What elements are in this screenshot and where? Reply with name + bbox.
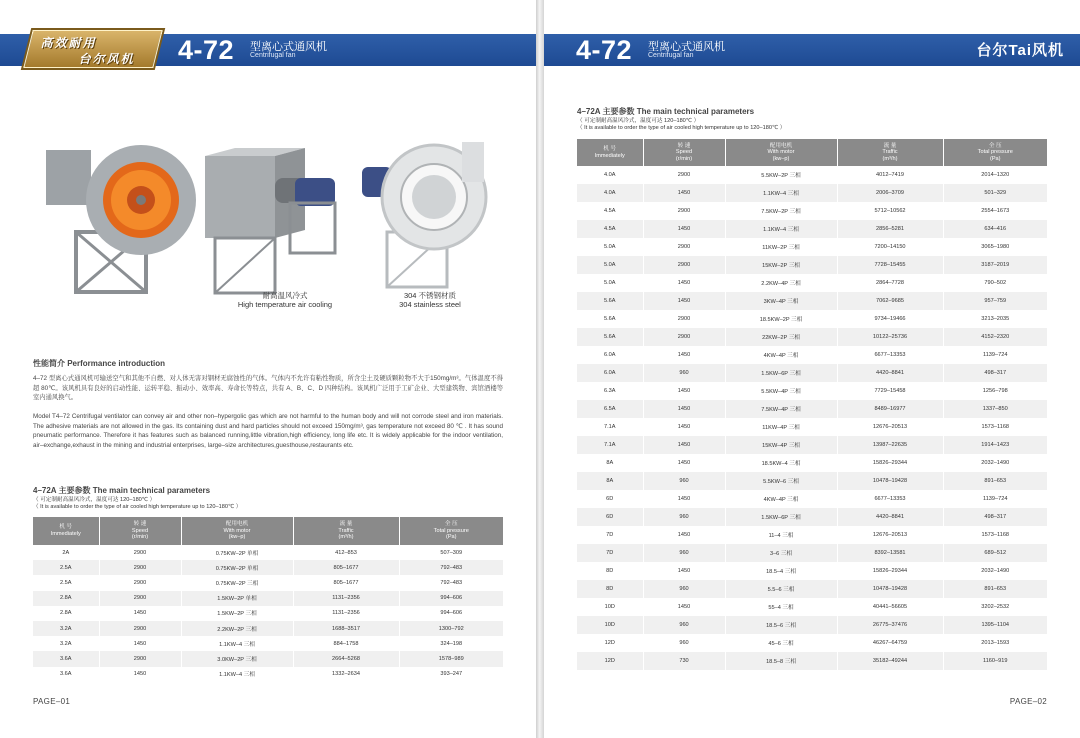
table-cell: 960: [643, 544, 725, 562]
table-cell: 1.5KW–2P 三相: [181, 606, 293, 621]
table-header-cell: [643, 139, 725, 166]
table-cell: 5.5–6 三相: [725, 580, 837, 598]
table-row: [33, 560, 503, 575]
table-cell: 2900: [643, 166, 725, 184]
table-row: [577, 310, 1047, 328]
table-cell: 2900: [99, 560, 181, 575]
table-cell: 15826–29344: [837, 562, 943, 580]
table-row: [577, 220, 1047, 238]
header-en: Immediately: [594, 152, 625, 159]
orange-centrifugal-fan-image: [46, 140, 196, 300]
table-cell: 1332–2634: [293, 667, 399, 682]
table-cell: 1450: [643, 184, 725, 202]
page-number-left: PAGE–01: [33, 697, 71, 706]
table-cell: 15826–29344: [837, 454, 943, 472]
table-cell: 1450: [643, 274, 725, 292]
table-cell: 792–483: [399, 560, 503, 575]
table-cell: 1.5KW–2P 单相: [181, 591, 293, 606]
table-row: [577, 580, 1047, 598]
table-cell: 7200–14150: [837, 238, 943, 256]
table-row: [33, 636, 503, 651]
table-cell: 4KW–4P 三相: [725, 490, 837, 508]
table-cell: 1395–1104: [943, 616, 1047, 634]
table-header-cell: [99, 517, 181, 545]
table-cell: 2900: [643, 202, 725, 220]
table-cell: 9734–19466: [837, 310, 943, 328]
table-row: [577, 328, 1047, 346]
table-cell: 6.3A: [577, 382, 643, 400]
table-cell: 7.1A: [577, 418, 643, 436]
table-cell: 5.6A: [577, 310, 643, 328]
table-cell: 3.2A: [33, 621, 99, 636]
header-cn: 配用电机: [769, 142, 793, 149]
table-cell: 2856–5281: [837, 220, 943, 238]
table-cell: 1300–792: [399, 621, 503, 636]
table-cell: 3187–2019: [943, 256, 1047, 274]
book-spine: [536, 0, 544, 738]
header-cn: 全 压: [444, 521, 458, 528]
table-cell: 11KW–4P 三相: [725, 418, 837, 436]
stainless-steel-fan-image: [362, 142, 492, 292]
table-cell: 7.1A: [577, 436, 643, 454]
header-cn: 机 号: [59, 524, 73, 531]
params-title-right: 4–72A 主要参数 The main technical parameters: [577, 107, 755, 116]
table-cell: 6.5A: [577, 400, 643, 418]
table-row: [577, 490, 1047, 508]
table-cell: 4012–7419: [837, 166, 943, 184]
table-cell: 2014–1320: [943, 166, 1047, 184]
table-cell: 8D: [577, 580, 643, 598]
table-cell: 957–759: [943, 292, 1047, 310]
table-cell: 1450: [643, 490, 725, 508]
table-cell: 22KW–2P 三相: [725, 328, 837, 346]
params-note-cn-right: （ 可定制耐高温风冷式，温度可达 120–180℃ ）: [577, 118, 700, 124]
model-title-cn: 型离心式通风机: [250, 41, 327, 53]
brand-logo: 台尔Tai风机: [976, 42, 1064, 59]
table-cell: 1337–850: [943, 400, 1047, 418]
table-cell: 18.5–8 三相: [725, 652, 837, 670]
table-cell: 1573–1168: [943, 418, 1047, 436]
table-cell: 15KW–2P 三相: [725, 256, 837, 274]
table-cell: 4152–2320: [943, 328, 1047, 346]
table-cell: 805–1677: [293, 575, 399, 590]
header-unit: (m³/h): [338, 534, 354, 541]
table-cell: 1.1KW–4 三相: [725, 184, 837, 202]
table-cell: 1450: [99, 636, 181, 651]
table-cell: 18.5KW–4 三相: [725, 454, 837, 472]
table-cell: 7.5KW–2P 三相: [725, 202, 837, 220]
table-cell: 1131–2356: [293, 606, 399, 621]
table-cell: 2006–3709: [837, 184, 943, 202]
table-cell: 5.5KW–2P 三相: [725, 166, 837, 184]
table-cell: 2900: [99, 651, 181, 666]
table-cell: 7D: [577, 544, 643, 562]
table-cell: 2.8A: [33, 606, 99, 621]
params-note-cn-left: （ 可定制耐高温风冷式，温度可达 120–180℃ ）: [33, 497, 156, 503]
table-cell: 10478–19428: [837, 472, 943, 490]
table-header-cell: [399, 517, 503, 545]
table-cell: 2900: [643, 256, 725, 274]
table-row: [577, 274, 1047, 292]
table-cell: 2900: [99, 591, 181, 606]
table-row: [577, 508, 1047, 526]
table-cell: 498–317: [943, 364, 1047, 382]
table-cell: 1450: [643, 454, 725, 472]
table-cell: 5.5KW–4P 三相: [725, 382, 837, 400]
table-cell: 0.75KW–2P 单相: [181, 545, 293, 560]
table-cell: 12676–20513: [837, 418, 943, 436]
table-cell: 1578–989: [399, 651, 503, 666]
header-en: Speed: [131, 527, 149, 534]
model-number: 4-72: [178, 35, 235, 65]
table-cell: 8A: [577, 472, 643, 490]
table-cell: 1.1KW–4 三相: [725, 220, 837, 238]
params-table-right: [577, 139, 1047, 670]
table-cell: 55–4 三相: [725, 598, 837, 616]
table-cell: 1450: [643, 382, 725, 400]
table-cell: 1.5KW–6P 三相: [725, 508, 837, 526]
params-note-en-left: （ It is available to order the type of air cooled high temperature up to 120–180℃ ）: [33, 504, 242, 510]
table-cell: 10122–25736: [837, 328, 943, 346]
table-cell: 634–416: [943, 220, 1047, 238]
header-cn: 流 量: [883, 142, 897, 149]
table-cell: 6D: [577, 508, 643, 526]
table-cell: 1256–798: [943, 382, 1047, 400]
table-cell: 4420–8841: [837, 508, 943, 526]
table-row: [577, 634, 1047, 652]
table-cell: 3.6A: [33, 667, 99, 682]
table-cell: 2900: [643, 238, 725, 256]
table-cell: 2.8A: [33, 591, 99, 606]
table-cell: 884–1758: [293, 636, 399, 651]
table-cell: 2900: [99, 621, 181, 636]
intro-paragraph-cn: 4–72 型离心式通风机可输送空气和其他不自燃、对人体无害对钢材无腐蚀性的气体。气体内不允许有粘性物质，所含尘土及硬质颗粒物不大于150mg/m³。气体温度不得超 80℃。该风机具有良好的启动性能、运转平稳、振动小、效率高、寿命长等特点，共有 A、B、C、D 四种结构。该风机广泛用于工矿企业、大型建筑物、宾馆酒楼等室内通风换气。: [33, 375, 503, 402]
table-cell: 2864–7728: [837, 274, 943, 292]
table-cell: 2.2KW–4P 三相: [725, 274, 837, 292]
table-cell: 960: [643, 634, 725, 652]
header-band-right: [544, 34, 1080, 66]
table-cell: 2.5A: [33, 560, 99, 575]
right-page: [544, 0, 1080, 738]
table-row: [577, 184, 1047, 202]
table-cell: 6.0A: [577, 364, 643, 382]
table-cell: 5.6A: [577, 292, 643, 310]
table-row: [33, 545, 503, 560]
table-cell: 6.0A: [577, 346, 643, 364]
table-header-cell: [293, 517, 399, 545]
left-page: [0, 0, 536, 738]
table-cell: 3.0KW–2P 三相: [181, 651, 293, 666]
badge-line1: 高效耐用: [40, 36, 97, 50]
table-cell: 4.5A: [577, 220, 643, 238]
table-cell: 2.2KW–2P 三相: [181, 621, 293, 636]
table-cell: 5712–10562: [837, 202, 943, 220]
table-row: [577, 256, 1047, 274]
table-cell: 18.5–6 三相: [725, 616, 837, 634]
table-cell: 8392–13581: [837, 544, 943, 562]
table-cell: 1450: [643, 400, 725, 418]
table-cell: 2032–1490: [943, 454, 1047, 472]
table-cell: 1139–724: [943, 346, 1047, 364]
table-cell: 0.75KW–2P 单相: [181, 560, 293, 575]
header-unit: (kw–p): [228, 534, 246, 541]
table-cell: 1160–919: [943, 652, 1047, 670]
table-row: [33, 667, 503, 682]
table-cell: 13987–22635: [837, 436, 943, 454]
table-cell: 12D: [577, 652, 643, 670]
table-row: [577, 400, 1047, 418]
table-cell: 6677–13353: [837, 346, 943, 364]
table-row: [577, 292, 1047, 310]
header-en: With motor: [223, 527, 251, 534]
header-en: Traffic: [882, 149, 898, 156]
table-cell: 2900: [99, 575, 181, 590]
table-cell: 501–329: [943, 184, 1047, 202]
table-row: [577, 418, 1047, 436]
table-header-cell: [577, 139, 643, 166]
header-cn: 转 速: [677, 142, 691, 149]
params-note-en-right: （ It is available to order the type of air cooled high temperature up to 120–180℃ ）: [577, 125, 786, 131]
table-cell: 15KW–4P 三相: [725, 436, 837, 454]
table-cell: 2900: [99, 545, 181, 560]
table-cell: 393–247: [399, 667, 503, 682]
table-cell: 6D: [577, 490, 643, 508]
header-en: Speed: [675, 149, 693, 156]
header-cn: 机 号: [603, 145, 617, 152]
badge-line2: 台尔风机: [78, 52, 135, 66]
table-row: [33, 621, 503, 636]
table-cell: 7728–15455: [837, 256, 943, 274]
table-cell: 6677–13353: [837, 490, 943, 508]
table-cell: 960: [643, 616, 725, 634]
header-en: Total pressure: [433, 527, 469, 534]
header-unit: (Pa): [445, 534, 457, 541]
table-cell: 3KW–4P 三相: [725, 292, 837, 310]
table-cell: 26775–37476: [837, 616, 943, 634]
header-en: Total pressure: [977, 149, 1013, 156]
table-cell: 3202–2532: [943, 598, 1047, 616]
table-cell: 10478–19428: [837, 580, 943, 598]
table-cell: 18.5–4 三相: [725, 562, 837, 580]
table-cell: 498–317: [943, 508, 1047, 526]
table-cell: 12676–20513: [837, 526, 943, 544]
caption-air-cooled-cn: 耐高温风冷式: [262, 291, 308, 300]
table-row: [577, 436, 1047, 454]
table-cell: 5.5KW–6 三相: [725, 472, 837, 490]
table-cell: 1139–724: [943, 490, 1047, 508]
params-title-left: 4–72A 主要参数 The main technical parameters: [33, 486, 211, 495]
table-cell: 11KW–2P 三相: [725, 238, 837, 256]
intro-paragraph-en: Model T4–72 Centrifugal ventilator can convey air and other non–hypergolic gas which are not harmful to the human body and will not corrode steel and iron materials. The adhesive materials are not allowed in the gas. Its containing dust and hard particles should not exceed 150mg/m³, gas temperature not exceed 80 ℃ . It has sound pneumatic performance. Therefore it has features such as balanced running,little vibration,high efficiency, long life etc. It is widely applicable for the indoor ventilation, air–exchange,exhaust in the mining and industrial enterprises, large–size architectures,guesthouse,restaurants etc.: [33, 413, 503, 449]
table-row: [33, 591, 503, 606]
table-cell: 1450: [643, 346, 725, 364]
intro-title: 性能简介 Performance introduction: [33, 359, 166, 368]
model-title-cn-right: 型离心式通风机: [648, 41, 725, 53]
table-cell: 507–309: [399, 545, 503, 560]
table-cell: 960: [643, 472, 725, 490]
table-cell: 412–853: [293, 545, 399, 560]
table-cell: 1450: [643, 526, 725, 544]
header-cn: 流 量: [339, 521, 353, 528]
model-title-en: Centrifugal fan: [250, 52, 296, 59]
table-cell: 2.5A: [33, 575, 99, 590]
table-cell: 4.0A: [577, 166, 643, 184]
table-header-cell: [837, 139, 943, 166]
table-cell: 689–512: [943, 544, 1047, 562]
header-cn: 配用电机: [225, 521, 249, 528]
table-cell: 960: [643, 508, 725, 526]
header-en: With motor: [767, 149, 795, 156]
header-unit: (r/min): [131, 534, 149, 541]
table-cell: 1688–3517: [293, 621, 399, 636]
table-cell: 4.0A: [577, 184, 643, 202]
page-number-right: PAGE–02: [1009, 697, 1047, 706]
caption-stainless-cn: 304 不锈钢材质: [403, 291, 457, 300]
table-cell: 790–502: [943, 274, 1047, 292]
table-cell: 8489–16977: [837, 400, 943, 418]
table-cell: 8A: [577, 454, 643, 472]
table-cell: 4420–8841: [837, 364, 943, 382]
table-row: [33, 651, 503, 666]
table-cell: 7729–15458: [837, 382, 943, 400]
table-row: [577, 598, 1047, 616]
header-unit: (Pa): [989, 155, 1001, 162]
table-cell: 792–483: [399, 575, 503, 590]
table-row: [577, 364, 1047, 382]
table-header-cell: [943, 139, 1047, 166]
table-cell: 8D: [577, 562, 643, 580]
table-cell: 10D: [577, 616, 643, 634]
table-cell: 1450: [643, 292, 725, 310]
table-cell: 1.5KW–6P 三相: [725, 364, 837, 382]
header-unit: (r/min): [675, 155, 693, 162]
table-cell: 1450: [643, 598, 725, 616]
table-cell: 324–198: [399, 636, 503, 651]
header-en: Immediately: [50, 531, 81, 537]
header-cn: 全 压: [988, 142, 1002, 149]
table-cell: 3.6A: [33, 651, 99, 666]
table-cell: 3065–1980: [943, 238, 1047, 256]
table-cell: 1.1KW–4 三相: [181, 636, 293, 651]
table-header-cell: [181, 517, 293, 545]
table-cell: 45–6 三相: [725, 634, 837, 652]
table-cell: 5.0A: [577, 274, 643, 292]
model-number-right: 4-72: [576, 35, 633, 65]
params-table-left: [33, 517, 503, 682]
table-cell: 891–653: [943, 472, 1047, 490]
table-cell: 960: [643, 364, 725, 382]
table-cell: 0.75KW–2P 三相: [181, 575, 293, 590]
table-cell: 2554–1673: [943, 202, 1047, 220]
table-cell: 1450: [643, 418, 725, 436]
table-row: [577, 346, 1047, 364]
table-row: [577, 238, 1047, 256]
table-cell: 12D: [577, 634, 643, 652]
header-unit: (kw–p): [772, 155, 790, 162]
table-cell: 7D: [577, 526, 643, 544]
table-cell: 1.1KW–4 三相: [181, 667, 293, 682]
table-cell: 730: [643, 652, 725, 670]
table-cell: 1573–1168: [943, 526, 1047, 544]
table-cell: 4KW–4P 三相: [725, 346, 837, 364]
table-cell: 4.5A: [577, 202, 643, 220]
table-cell: 3213–2035: [943, 310, 1047, 328]
table-cell: 1450: [99, 667, 181, 682]
table-cell: 1450: [643, 436, 725, 454]
table-header-cell: [33, 517, 99, 545]
table-row: [577, 562, 1047, 580]
table-cell: 18.5KW–2P 三相: [725, 310, 837, 328]
table-cell: 46267–64759: [837, 634, 943, 652]
table-cell: 5.6A: [577, 328, 643, 346]
table-cell: 10D: [577, 598, 643, 616]
table-cell: 35182–49244: [837, 652, 943, 670]
model-title-en-right: Centrifugal fan: [648, 52, 694, 59]
header-en: Traffic: [338, 527, 354, 534]
table-cell: 960: [643, 580, 725, 598]
table-cell: 994–606: [399, 591, 503, 606]
table-cell: 805–1677: [293, 560, 399, 575]
table-cell: 7062–9685: [837, 292, 943, 310]
table-header-cell: [725, 139, 837, 166]
table-cell: 1914–1423: [943, 436, 1047, 454]
table-row: [577, 382, 1047, 400]
table-row: [33, 606, 503, 621]
table-row: [577, 616, 1047, 634]
table-cell: 1450: [643, 562, 725, 580]
table-cell: 11–4 三相: [725, 526, 837, 544]
table-row: [577, 526, 1047, 544]
table-cell: 1450: [99, 606, 181, 621]
table-row: [577, 544, 1047, 562]
table-cell: 2A: [33, 545, 99, 560]
table-row: [33, 575, 503, 590]
header-cn: 转 速: [133, 521, 147, 528]
slogan-badge: [23, 30, 162, 68]
table-cell: 2900: [643, 310, 725, 328]
table-row: [577, 652, 1047, 670]
table-cell: 2013–1593: [943, 634, 1047, 652]
header-unit: (m³/h): [882, 155, 898, 162]
caption-air-cooled-en: High temperature air cooling: [237, 300, 333, 309]
table-cell: 3–6 三相: [725, 544, 837, 562]
table-cell: 40441–56605: [837, 598, 943, 616]
table-cell: 1450: [643, 220, 725, 238]
table-cell: 1131–2356: [293, 591, 399, 606]
table-row: [577, 472, 1047, 490]
table-cell: 2664–5268: [293, 651, 399, 666]
table-row: [577, 202, 1047, 220]
table-row: [577, 166, 1047, 184]
table-cell: 2032–1490: [943, 562, 1047, 580]
table-cell: 5.0A: [577, 238, 643, 256]
high-temp-air-cooled-fan-image: [195, 148, 345, 298]
table-cell: 7.5KW–4P 三相: [725, 400, 837, 418]
table-row: [577, 454, 1047, 472]
caption-stainless-en: 304 stainless steel: [399, 300, 461, 309]
table-cell: 5.0A: [577, 256, 643, 274]
table-cell: 3.2A: [33, 636, 99, 651]
table-cell: 891–653: [943, 580, 1047, 598]
table-cell: 2900: [643, 328, 725, 346]
table-cell: 994–606: [399, 606, 503, 621]
